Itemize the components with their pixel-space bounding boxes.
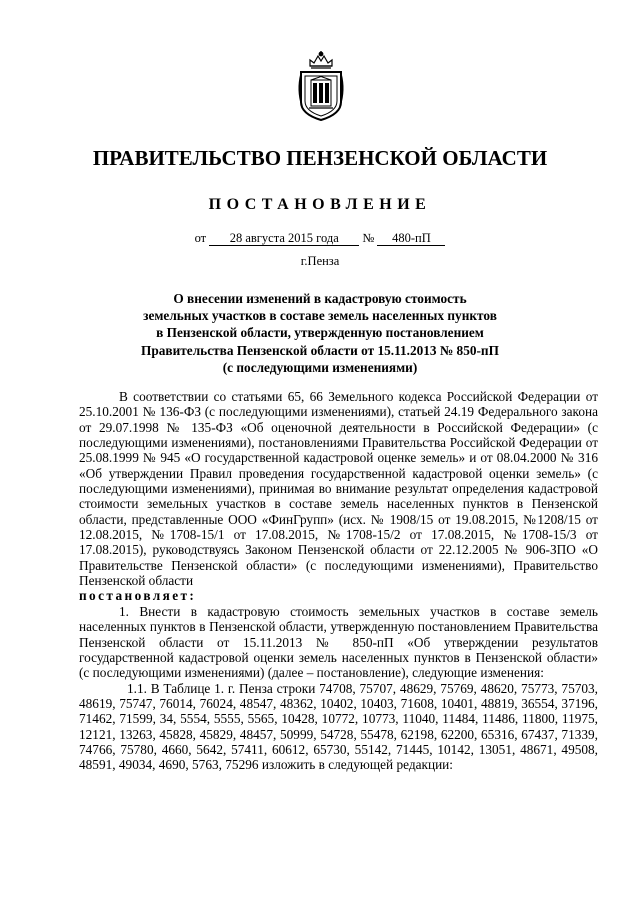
document-date: 28 августа 2015 года xyxy=(209,231,359,246)
preamble-paragraph: В соответствии со статьями 65, 66 Земельного кодекса Российской Федерации от 25.10.2001 № 136-ФЗ (с последующими изменениями), статьей 24.19 Федерального закона от 29.07.1998 № 135-ФЗ «Об оценочной деятельности в Российской Федерации» (с последующими изменениями), постановлениями Правительства Российской Федерации от 25.08.1999 № 945 «О государственной кадастровой оценке земель» и от 08.04.2000 № 316 «Об утверждении Правил проведения государственной кадастровой оценки земель» (с последующими изменениями), принимая во внимание результат определения кадастровой стоимости земельных участков в составе земель населенных пунктов в Пензенской области, представленные ООО «ФинГрупп» (исх. № 1908/15 от 19.08.2015, №1208/15 от 12.08.2015, №1708-15/1 от 17.08.2015, №1708-15/2 от 17.08.2015, №1708-15/3 от 17.08.2015), руководствуясь Законом Пензенской области от 22.12.2005 № 906-ЗПО «О Правительстве Пензенской области» (с последующими изменениями), Правительство Пензенской области xyxy=(79,389,598,589)
coat-of-arms-emblem xyxy=(296,50,346,122)
date-number-line xyxy=(0,231,640,246)
heading-line: земельных участков в составе земель населенных пунктов xyxy=(143,308,497,324)
document-number: 480-пП xyxy=(377,231,445,246)
document-heading xyxy=(0,290,640,376)
decree-paragraph xyxy=(79,588,598,603)
document-type: ПОСТАНОВЛЕНИЕ xyxy=(208,196,432,213)
heading-line: в Пензенской области, утвержденную постановлением xyxy=(156,325,484,341)
document-body xyxy=(79,389,598,773)
decree-word: постановляет: xyxy=(79,588,197,604)
item-1-1-paragraph: 1.1. В Таблице 1. г. Пенза строки 74708, 75707, 48629, 75769, 48620, 75773, 75703, 48619, 75747, 76014, 76024, 48547, 48362, 10402, 10403, 71608, 10401, 48819, 36554, 37196, 71462, 71599, 34, 5554, 5555, 5565, 10428, 10772, 10773, 11040, 11484, 11486, 11800, 11975, 12121, 13263, 45828, 45829, 48457, 50999, 54728, 55478, 62198, 62200, 65316, 67437, 71339, 74766, 75780, 4660, 5642, 57411, 60612, 65730, 55142, 71445, 10142, 13051, 48671, 49508, 48591, 49034, 4690, 5763, 75296 изложить в следующей редакции: xyxy=(79,680,598,773)
org-title: ПРАВИТЕЛЬСТВО ПЕНЗЕНСКОЙ ОБЛАСТИ xyxy=(92,146,548,170)
city-name: г.Пенза xyxy=(300,254,340,268)
number-prefix: № xyxy=(362,231,375,245)
heading-line: (с последующими изменениями) xyxy=(222,359,418,375)
date-prefix: от xyxy=(194,231,207,245)
crown-icon xyxy=(310,51,332,68)
shield-icon xyxy=(301,72,341,120)
heading-line: О внесении изменений в кадастровую стоимость xyxy=(173,291,467,306)
item-1-paragraph: 1. Внести в кадастровую стоимость земельных участков в составе земель населенных пунктов в Пензенской области, утвержденную постановлением Правительства Пензенской области от 15.11.2013 № 850-пП «Об утверждении результатов государственной кадастровой оценки земель населенных пунктов в Пензенской области» (с последующими изменениями) (далее – постановление), следующие изменения: xyxy=(79,603,598,681)
heading-line: Правительства Пензенской области от 15.11.2013 № 850-пП xyxy=(141,342,499,358)
